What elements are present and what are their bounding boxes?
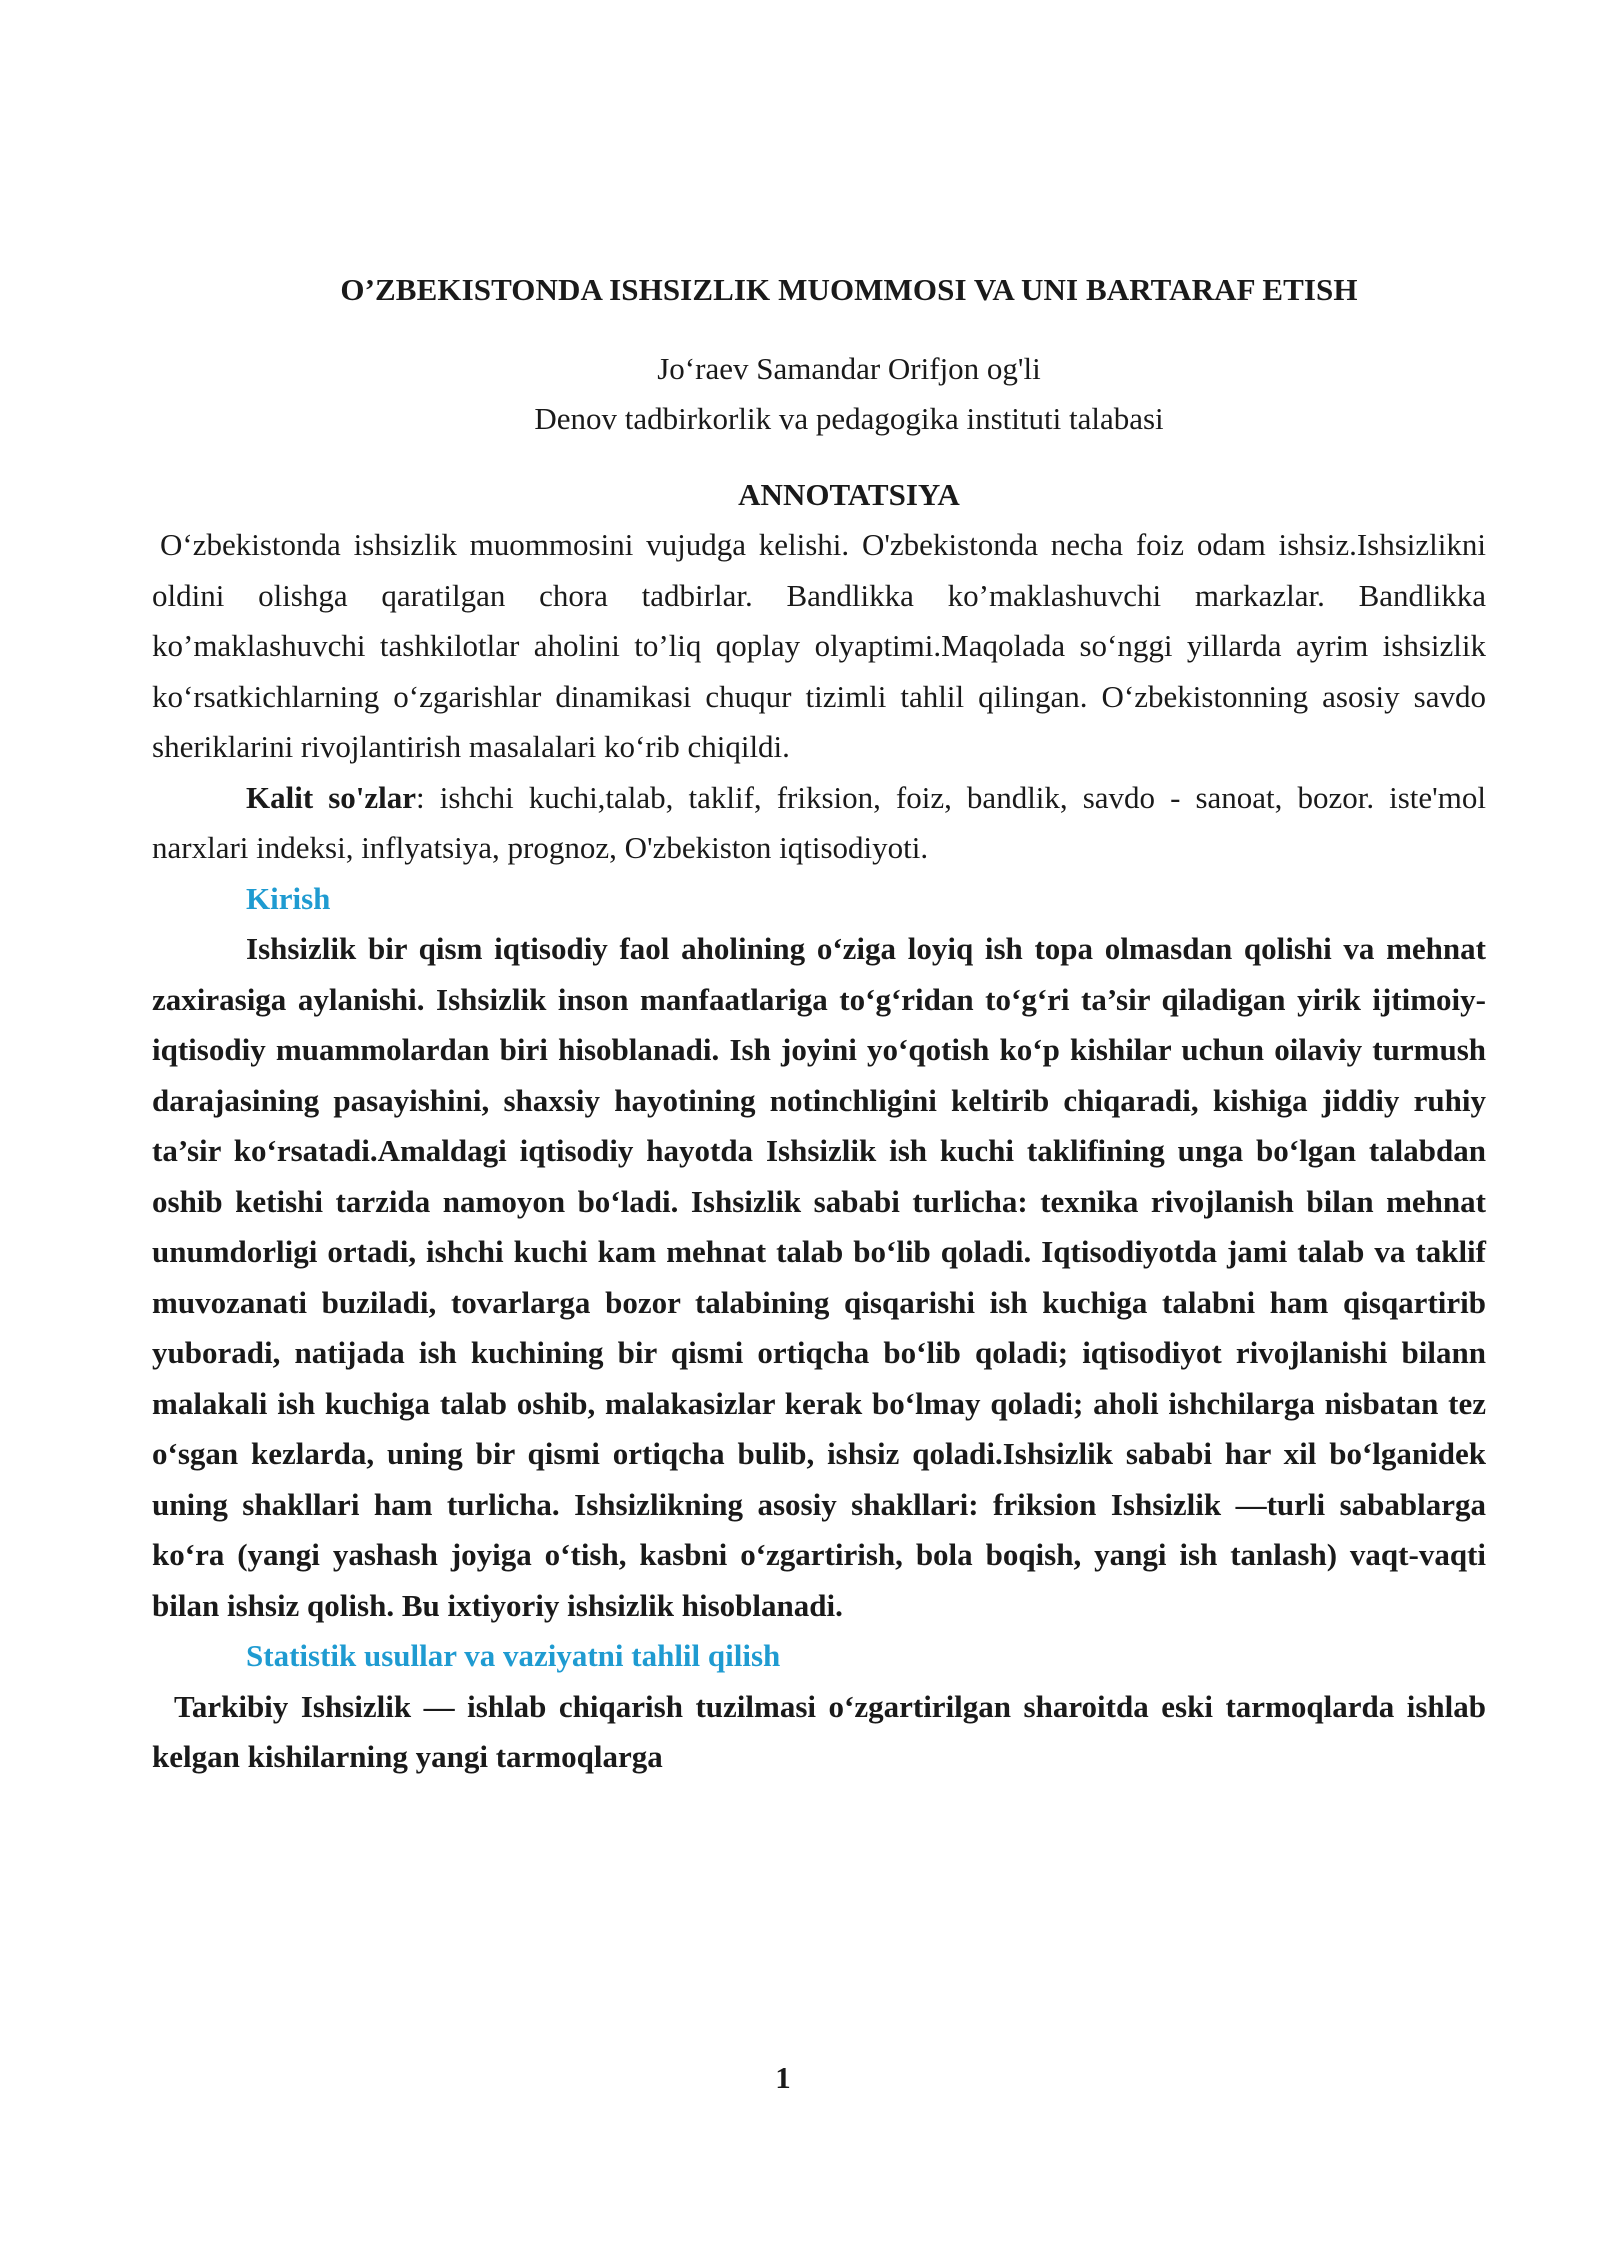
keywords-text: ishchi kuchi,talab, taklif, friksion, foiz, bandlik, savdo - sanoat, bozor. iste'mol narxlari indeksi, inflyatsiya, prognoz, O'zbekiston iqtisodiyoti. (152, 779, 1486, 866)
keywords-paragraph (152, 773, 1486, 874)
keywords-label: Kalit so'zlar (246, 779, 417, 815)
section-heading-methods: Statistik usullar va vaziyatni tahlil qilish (246, 1638, 781, 1674)
paper-title: O’ZBEKISTONDA ISHSIZLIK MUOMMOSI VA UNI BARTARAF ETISH (340, 272, 1358, 307)
page-number (0, 2060, 1600, 2096)
section-heading-intro: Kirish (246, 880, 331, 916)
author-affiliation: Denov tadbirkorlik va pedagogika instituti talabasi (534, 401, 1164, 437)
keywords-separator: : (416, 779, 425, 815)
page-number-value: 1 (775, 2060, 791, 2095)
intro-text: Ishsizlik bir qism iqtisodiy faol aholining o‘ziga loyiq ish topa olmasdan qolishi va mehnat zaxirasiga aylanishi. Ishsizlik inson manfaatlariga to‘g‘ridan to‘g‘ri ta’sir qiladigan yirik ijtimoiy-iqtisodiy muammolardan biri hisoblanadi. Ish joyini yo‘qotish ko‘p kishilar uchun oilaviy turmush darajasining pasayishini, shaxsiy hayotining notinchligini keltirib chiqaradi, kishiga jiddiy ruhiy ta’sir ko‘rsatadi.Amaldagi iqtisodiy hayotda Ishsizlik ish kuchi taklifining unga bo‘lgan talabdan oshib ketishi tarzida namoyon bo‘ladi. Ishsizlik sababi turlicha: texnika rivojlanish bilan mehnat unumdorligi ortadi, ishchi kuchi kam mehnat talab bo‘lib qoladi. Iqtisodiyotda jami talab va taklif muvozanati buziladi, tovarlarga bozor talabining qisqarishi ish kuchiga talabni ham qisqartirib yuboradi, natijada ish kuchining bir qismi ortiqcha bo‘lib qoladi; iqtisodiyot rivojlanishi bilann malakali ish kuchiga talab oshib, malakasizlar kerak bo‘lmay qoladi; aholi ishchilarga nisbatan tez o‘sgan kezlarda, uning bir qismi ortiqcha bulib, ishsiz qoladi.Ishsizlik sababi har xil bo‘lganidek uning shakllari ham turlicha. Ishsizlikning asosiy shakllari: friksion Ishsizlik —turli sabablarga ko‘ra (yangi yashash joyiga o‘tish, kasbni o‘zgartirish, bola boqish, yangi ish tanlash) vaqt-vaqti bilan ishsiz qolish. Bu ixtiyoriy ishsizlik hisoblanadi. (152, 931, 1486, 1623)
author-block (152, 344, 1486, 444)
methods-text: Tarkibiy Ishsizlik — ishlab chiqarish tuzilmasi o‘zgartirilgan sharoitda eski tarmoqlarda ishlab kelgan kishilarning yangi tarmoqlarga (152, 1688, 1486, 1775)
annotation-text: O‘zbekistonda ishsizlik muommosini vujudga kelishi. O'zbekistonda necha foiz odam ishsiz.Ishsizlikni oldini olishga qaratilgan chora tadbirlar. Bandlikka ko’maklashuvchi markazlar. Bandlikka ko’maklashuvchi tashkilotlar aholini to’liq qoplay olyaptimi.Maqolada so‘nggi yillarda ayrim ishsizlik ko‘rsatkichlarning o‘zgarishlar dinamikasi chuqur tizimli tahlil qilingan. O‘zbekistonning asosiy savdo sheriklarini rivojlantirish masalalari ko‘rib chiqildi. (152, 527, 1486, 765)
paper-page (152, 270, 1486, 1783)
author-name: Jo‘raev Samandar Orifjon og'li (657, 351, 1041, 387)
annotation-heading: ANNOTATSIYA (738, 477, 960, 513)
